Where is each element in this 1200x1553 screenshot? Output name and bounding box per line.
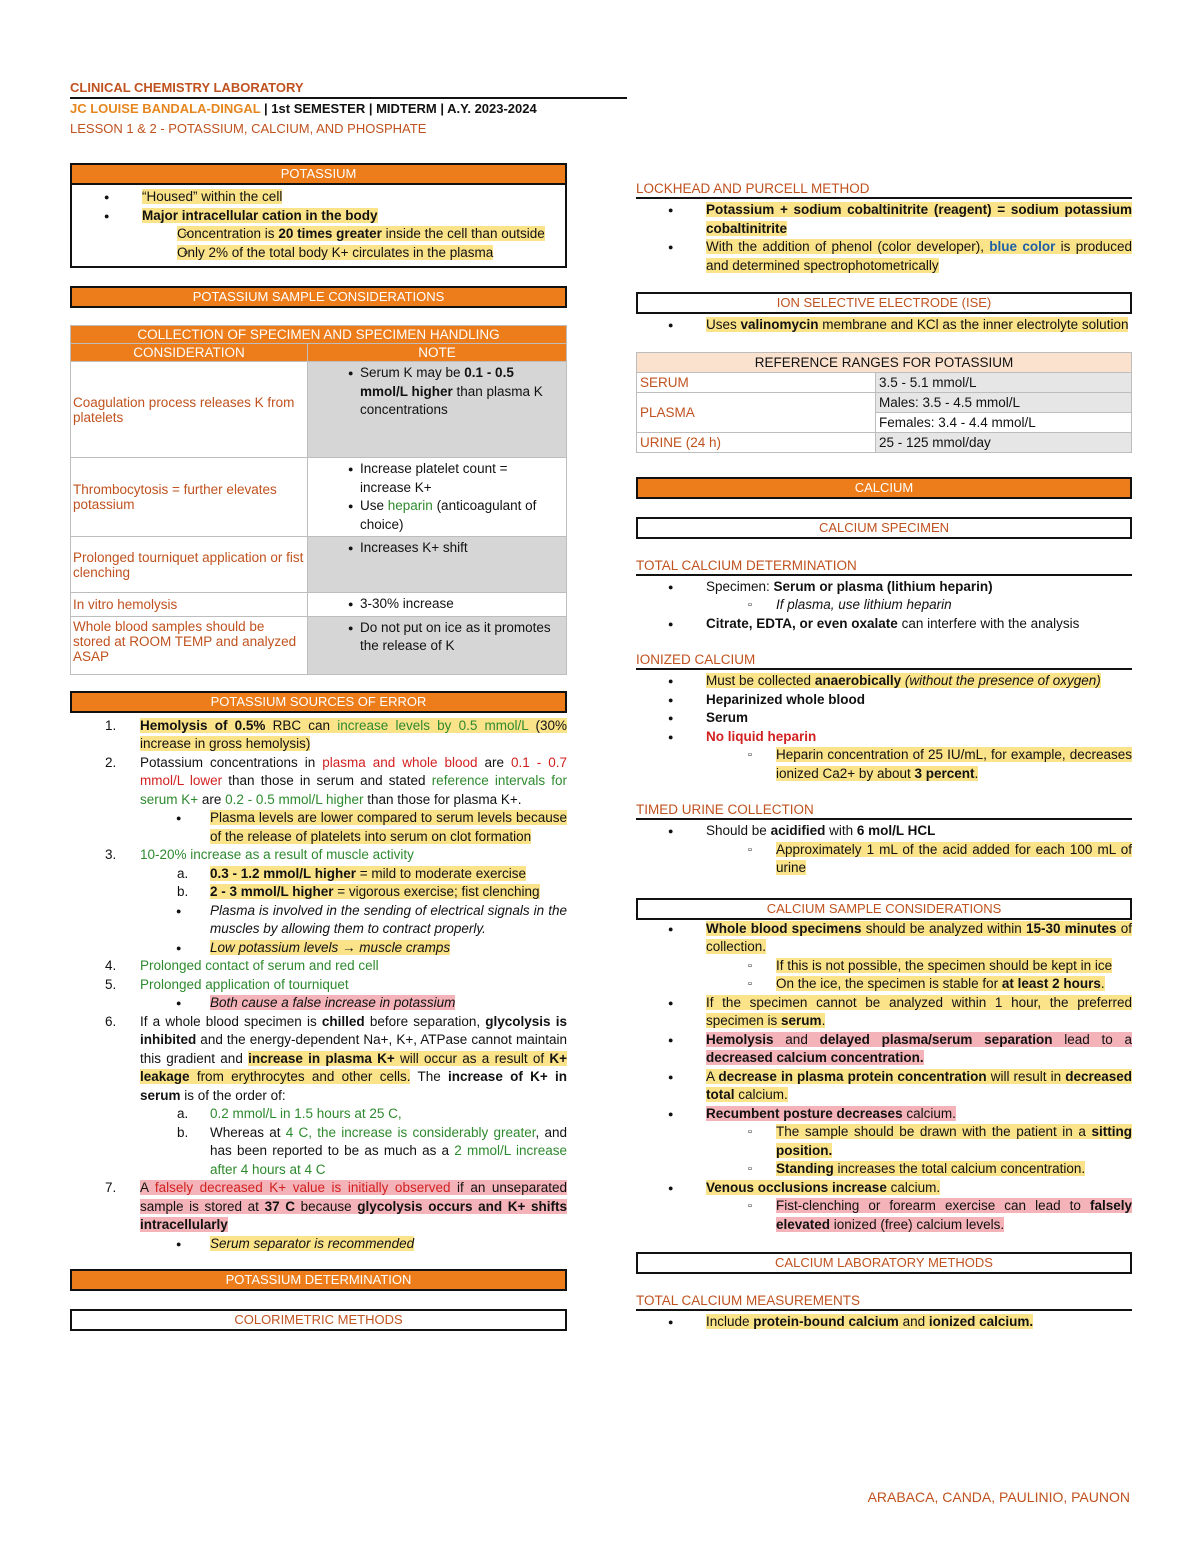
t: ionized calcium.	[928, 1314, 1034, 1329]
text: “Housed” within the cell	[142, 189, 283, 204]
t: Approximately 1 mL of the acid added for each 100 mL of urine	[776, 841, 1132, 875]
t: 20 times greater	[278, 226, 382, 241]
ic-bullet	[636, 728, 1132, 747]
ise-title: ION SELECTIVE ELECTRODE (ISE)	[636, 292, 1132, 314]
ref-label: URINE (24 h)	[637, 432, 876, 452]
author-name: JC LOUISE BANDALA-DINGAL	[70, 101, 261, 116]
t: are	[477, 754, 512, 770]
error-alpha	[70, 1105, 567, 1124]
ref-value: Females: 3.4 - 4.4 mmol/L	[876, 412, 1132, 432]
t: No liquid heparin	[706, 728, 817, 744]
t: increase levels by 0.5 mmol/L	[337, 717, 529, 733]
error-sub	[70, 902, 567, 939]
error-sub	[70, 994, 567, 1013]
calcium-sample-title: CALCIUM SAMPLE CONSIDERATIONS	[636, 898, 1132, 920]
t: = mild to moderate exercise	[356, 865, 526, 881]
footer-authors: ARABACA, CANDA, PAULINIO, PAUNON	[867, 1489, 1130, 1505]
t: = vigorous exercise; fist clenching	[333, 884, 540, 899]
cell: In vitro hemolysis	[71, 593, 308, 617]
t: Should be	[706, 823, 771, 838]
ref-value: Males: 3.5 - 4.5 mmol/L	[876, 392, 1132, 412]
t: 0.2 mmol/L in 1.5 hours at 25 C,	[210, 1106, 402, 1121]
ref-title: REFERENCE RANGES FOR POTASSIUM	[637, 352, 1132, 372]
error-item	[70, 717, 567, 754]
cs-bullet	[636, 1179, 1132, 1198]
t: Venous occlusions increase	[706, 1179, 887, 1195]
t: increase in plasma K+	[248, 1050, 395, 1066]
sources-error-title: POTASSIUM SOURCES OF ERROR	[70, 691, 567, 713]
t: 37 C	[264, 1198, 295, 1214]
ionized-calcium-title: IONIZED CALCIUM	[636, 651, 1132, 670]
t: Heparinized whole blood	[706, 691, 866, 707]
t: The sample should be drawn with the patient in a	[776, 1124, 1092, 1139]
error-item	[70, 1179, 567, 1235]
t: Hemolysis	[706, 1031, 774, 1047]
lockhead-list	[636, 201, 1132, 275]
ref-label: SERUM	[637, 372, 876, 392]
table-row	[71, 537, 567, 593]
n: b.	[177, 884, 189, 899]
error-sub	[70, 809, 567, 846]
t: is produced and determined spectrophotometrically	[706, 239, 1132, 273]
error-alpha	[70, 865, 567, 884]
table-row	[71, 616, 567, 674]
t: calcium.	[902, 1105, 956, 1121]
t: at least 2 hours	[1001, 976, 1101, 991]
cs-bullet	[636, 920, 1132, 957]
tc-bullet	[636, 578, 1132, 597]
t: Serum	[706, 710, 749, 725]
tu-sub	[636, 841, 1132, 878]
cell: Prolonged tourniquet application or fist clenching	[71, 537, 308, 593]
t: should be analyzed within	[861, 920, 1026, 936]
t: anaerobically	[814, 673, 902, 688]
t: Hemolysis of 0.5%	[140, 717, 266, 733]
ic-bullet	[636, 709, 1132, 728]
t: decreased total	[706, 1068, 1132, 1102]
n: 6.	[105, 1013, 117, 1029]
t: 15-30 minutes	[1025, 920, 1117, 936]
t: sitting position.	[776, 1124, 1132, 1158]
cell	[308, 616, 567, 674]
t: If plasma, use lithium heparin	[776, 597, 952, 612]
t: , the increase is considerably greater	[308, 1124, 536, 1140]
t: With the addition of phenol (color developer),	[706, 239, 990, 254]
note: ● Increases K+ shift	[316, 539, 562, 558]
error-alpha	[70, 1124, 567, 1180]
error-item	[70, 846, 567, 865]
t: Use	[360, 498, 388, 513]
col-consideration: CONSIDERATION	[71, 344, 308, 362]
note: ● Do not put on ice as it promotes the release of K	[316, 619, 562, 656]
potassium-title: POTASSIUM	[72, 165, 565, 185]
note: ● 3-30% increase	[316, 595, 562, 614]
course-title: CLINICAL CHEMISTRY LABORATORY	[70, 80, 304, 95]
t: Concentration is	[177, 226, 279, 241]
sample-considerations-title: POTASSIUM SAMPLE CONSIDERATIONS	[70, 286, 567, 308]
table-row	[71, 362, 567, 458]
t: blue color	[989, 239, 1056, 254]
error-alpha	[70, 883, 567, 902]
ionized-list	[636, 672, 1132, 783]
t: Citrate, EDTA, or even oxalate	[706, 615, 898, 631]
t: Low potassium levels → muscle cramps	[210, 939, 451, 955]
t: A	[706, 1068, 719, 1084]
t: lead to a	[1052, 1031, 1133, 1047]
timed-list	[636, 822, 1132, 878]
t: is of the order of:	[180, 1087, 286, 1103]
potassium-sub	[72, 225, 565, 244]
timed-urine-title: TIMED URINE COLLECTION	[636, 801, 1132, 820]
cs-sub	[636, 1123, 1132, 1160]
calcium-title: CALCIUM	[636, 477, 1132, 499]
t: Plasma is involved in the sending of electrical signals in the muscles by allowing them to contract properly.	[210, 902, 567, 936]
text: Major intracellular cation in the body	[142, 207, 378, 223]
n: a.	[177, 1106, 189, 1121]
cs-sub	[636, 1197, 1132, 1234]
cell	[308, 362, 567, 458]
cs-bullet	[636, 1031, 1132, 1068]
tc-bullet	[636, 615, 1132, 634]
t: and the energy-dependent Na+, K+, ATPase cannot maintain this gradient and	[140, 1032, 567, 1066]
total-calcium-list	[636, 578, 1132, 634]
n: 4.	[105, 958, 117, 973]
header-rule	[70, 97, 627, 99]
cell	[308, 593, 567, 617]
t: and	[898, 1314, 929, 1329]
t: (30% increase in gross hemolysis)	[140, 717, 568, 751]
t: A	[140, 1180, 155, 1195]
n: a.	[177, 865, 189, 881]
calcium-lab-methods-title: CALCIUM LABORATORY METHODS	[636, 1252, 1132, 1274]
t: Potassium + sodium cobaltinitrite (reagent) = sodium potassium cobaltinitrite	[706, 202, 1132, 236]
t: membrane and KCl as the inner electrolyte solution	[818, 317, 1129, 332]
t: increase of K+ in serum	[140, 1069, 567, 1103]
t: 6 mol/L HCL	[856, 823, 936, 838]
tc-sub	[636, 596, 1132, 615]
note	[316, 364, 562, 420]
t: 10-20% increase as a result of muscle activity	[140, 847, 414, 862]
t: decrease in plasma protein concentration	[718, 1068, 987, 1084]
t: plasma and whole blood	[322, 754, 478, 770]
t: If a whole blood specimen is	[140, 1013, 322, 1029]
author-line	[70, 101, 537, 116]
error-item	[70, 976, 567, 995]
tu-bullet	[636, 822, 1132, 841]
error-sub	[70, 1235, 567, 1254]
t: because	[294, 1198, 358, 1214]
t: Uses	[706, 317, 741, 332]
cell: Thrombocytosis = further elevates potassium	[71, 458, 308, 537]
error-item	[70, 957, 567, 976]
t: from erythrocytes and other cells.	[189, 1069, 411, 1084]
t: are	[198, 791, 226, 807]
t: Standing	[776, 1161, 834, 1176]
total-calcium-title: TOTAL CALCIUM DETERMINATION	[636, 557, 1132, 576]
t: On the ice, the specimen is stable for	[776, 976, 1002, 991]
t: Whole blood specimens	[706, 920, 862, 936]
cell	[308, 458, 567, 537]
determination-title: POTASSIUM DETERMINATION	[70, 1269, 567, 1291]
t: will occur as a result of	[394, 1050, 550, 1066]
t: .	[974, 765, 979, 781]
error-list	[70, 717, 567, 1254]
t: of collection.	[706, 920, 1132, 954]
note	[316, 497, 562, 534]
t: If the specimen cannot be analyzed within 1 hour, the preferred specimen is	[706, 994, 1132, 1028]
t: falsely decreased K+ value is initially observed	[154, 1180, 451, 1195]
n: 5.	[105, 976, 117, 992]
t: Serum K may be	[360, 365, 465, 380]
t: The	[410, 1069, 449, 1084]
t: calcium.	[886, 1179, 941, 1195]
t: (without the presence of oxygen)	[901, 673, 1101, 688]
t: acidified	[770, 823, 826, 838]
t: 4 C	[285, 1124, 309, 1140]
t: falsely elevated	[776, 1198, 1132, 1232]
cs-bullet	[636, 994, 1132, 1031]
t: 0.1 - 0.5 mmol/L higher	[360, 365, 514, 399]
t: calcium.	[734, 1087, 788, 1102]
col-note: NOTE	[308, 344, 567, 362]
t: Plasma levels are lower compared to serum levels because of the release of platelets into serum on clot formation	[210, 810, 567, 844]
ref-label: PLASMA	[637, 392, 876, 432]
right-column	[636, 180, 1132, 1332]
n: b.	[177, 1124, 189, 1140]
reference-table	[636, 352, 1132, 453]
t: Heparin concentration of 25 IU/mL, for example, decreases ionized Ca2+ by about	[776, 747, 1132, 781]
t: can interfere with the analysis	[897, 615, 1080, 631]
ic-bullet	[636, 691, 1132, 710]
specimen-table	[70, 325, 567, 675]
tm-bullet	[636, 1313, 1132, 1332]
t: Whereas at	[210, 1124, 286, 1140]
t: 0.3 - 1.2 mmol/L higher	[210, 865, 357, 881]
t: Must be collected	[706, 673, 815, 688]
t: valinomycin	[740, 317, 819, 332]
t: reference intervals for serum K+	[140, 773, 568, 807]
t: and	[773, 1031, 820, 1047]
error-item	[70, 754, 567, 810]
t: Serum or plasma (lithium heparin)	[773, 578, 993, 594]
t: glycolysis is inhibited	[140, 1013, 568, 1047]
t: RBC can	[265, 717, 338, 733]
cell: Whole blood samples should be stored at ROOM TEMP and analyzed ASAP	[71, 616, 308, 674]
cs-bullet	[636, 1105, 1132, 1124]
t: Fist-clenching or forearm exercise can lead to	[776, 1198, 1090, 1213]
ref-value: 3.5 - 5.1 mmol/L	[876, 372, 1132, 392]
t: Prolonged application of tourniquet	[140, 976, 349, 992]
n: 3.	[105, 847, 117, 862]
t: Specimen:	[706, 578, 774, 594]
t: than those in serum and stated	[222, 773, 432, 788]
left-column	[70, 163, 567, 1331]
ref-value: 25 - 125 mmol/day	[876, 432, 1132, 452]
t: if an unseparated sample is stored at	[140, 1180, 567, 1214]
t: chilled	[321, 1013, 365, 1029]
t: .	[821, 1013, 826, 1028]
t: (anticoagulant of choice)	[360, 498, 537, 532]
potassium-box	[70, 163, 567, 268]
potassium-bullet	[72, 188, 565, 207]
t: Both cause a false increase in potassium	[210, 995, 456, 1010]
text: Only 2% of the total body K+ circulates in the plasma	[177, 244, 494, 260]
lockhead-bullet	[636, 238, 1132, 275]
semester-info: | 1st SEMESTER | MIDTERM | A.Y. 2023-2024	[260, 101, 537, 116]
t: with	[825, 823, 857, 838]
t: heparin	[387, 498, 433, 513]
cs-sub	[636, 1160, 1132, 1179]
ic-sub	[636, 746, 1132, 783]
total-measurements-title: TOTAL CALCIUM MEASUREMENTS	[636, 1292, 1132, 1311]
t: than plasma K concentrations	[360, 383, 543, 417]
t: protein-bound calcium	[753, 1314, 899, 1329]
t: glycolysis occurs and K+ shifts intracellularly	[140, 1198, 567, 1232]
colorimetric-title: COLORIMETRIC METHODS	[70, 1309, 567, 1331]
t: If this is not possible, the specimen should be kept in ice	[776, 957, 1113, 973]
t: increases the total calcium concentration.	[833, 1161, 1086, 1176]
t: than those for plasma K+.	[363, 791, 522, 807]
lesson-title: LESSON 1 & 2 - POTASSIUM, CALCIUM, AND PHOSPHATE	[70, 121, 427, 136]
cs-bullet	[636, 1068, 1132, 1105]
table-title: COLLECTION OF SPECIMEN AND SPECIMEN HANDLING	[71, 326, 567, 344]
t: .	[1100, 976, 1105, 991]
cs-sub	[636, 975, 1132, 994]
potassium-bullet	[72, 207, 565, 226]
t: 2 - 3 mmol/L higher	[210, 884, 334, 899]
t: 2 mmol/L increase after 4 hours at 4 C	[210, 1143, 567, 1177]
t: serum	[781, 1013, 822, 1028]
t: Recumbent posture decreases	[706, 1105, 903, 1121]
error-item	[70, 1013, 567, 1106]
t: before separation,	[364, 1013, 486, 1029]
t: 3 percent	[914, 765, 975, 781]
t: 0.2 - 0.5 mmol/L higher	[225, 791, 364, 807]
error-sub	[70, 939, 567, 958]
ic-bullet	[636, 672, 1132, 691]
n: 7.	[105, 1180, 117, 1195]
t: will result in	[986, 1068, 1066, 1084]
cell	[308, 537, 567, 593]
note: ● Increase platelet count = increase K+	[316, 460, 562, 497]
t: ionized (free) calcium levels.	[830, 1216, 1005, 1232]
calcium-sample-list	[636, 920, 1132, 1235]
ise-bullet	[636, 316, 1132, 335]
potassium-sub	[72, 244, 565, 263]
n: 1.	[105, 717, 117, 733]
calcium-specimen-title: CALCIUM SPECIMEN	[636, 517, 1132, 539]
table-row	[71, 593, 567, 617]
lockhead-bullet	[636, 201, 1132, 238]
t: Potassium concentrations in	[140, 754, 323, 770]
lockhead-title: LOCKHEAD AND PURCELL METHOD	[636, 180, 1132, 199]
n: 2.	[105, 754, 117, 770]
t: Serum separator is recommended	[210, 1235, 415, 1251]
cs-sub	[636, 957, 1132, 976]
t: decreased calcium concentration.	[706, 1050, 924, 1065]
t: , and has been reported to be as much as a	[210, 1124, 568, 1158]
cell: Coagulation process releases K from platelets	[71, 362, 308, 458]
table-row	[71, 458, 567, 537]
t: delayed plasma/serum separation	[819, 1031, 1053, 1047]
t: inside the cell than outside	[381, 226, 545, 241]
t: K+ leakage	[140, 1050, 567, 1084]
t: Prolonged contact of serum and red cell	[140, 958, 379, 973]
t: 0.1 - 0.7 mmol/L lower	[140, 754, 567, 788]
t: Include	[706, 1314, 754, 1329]
